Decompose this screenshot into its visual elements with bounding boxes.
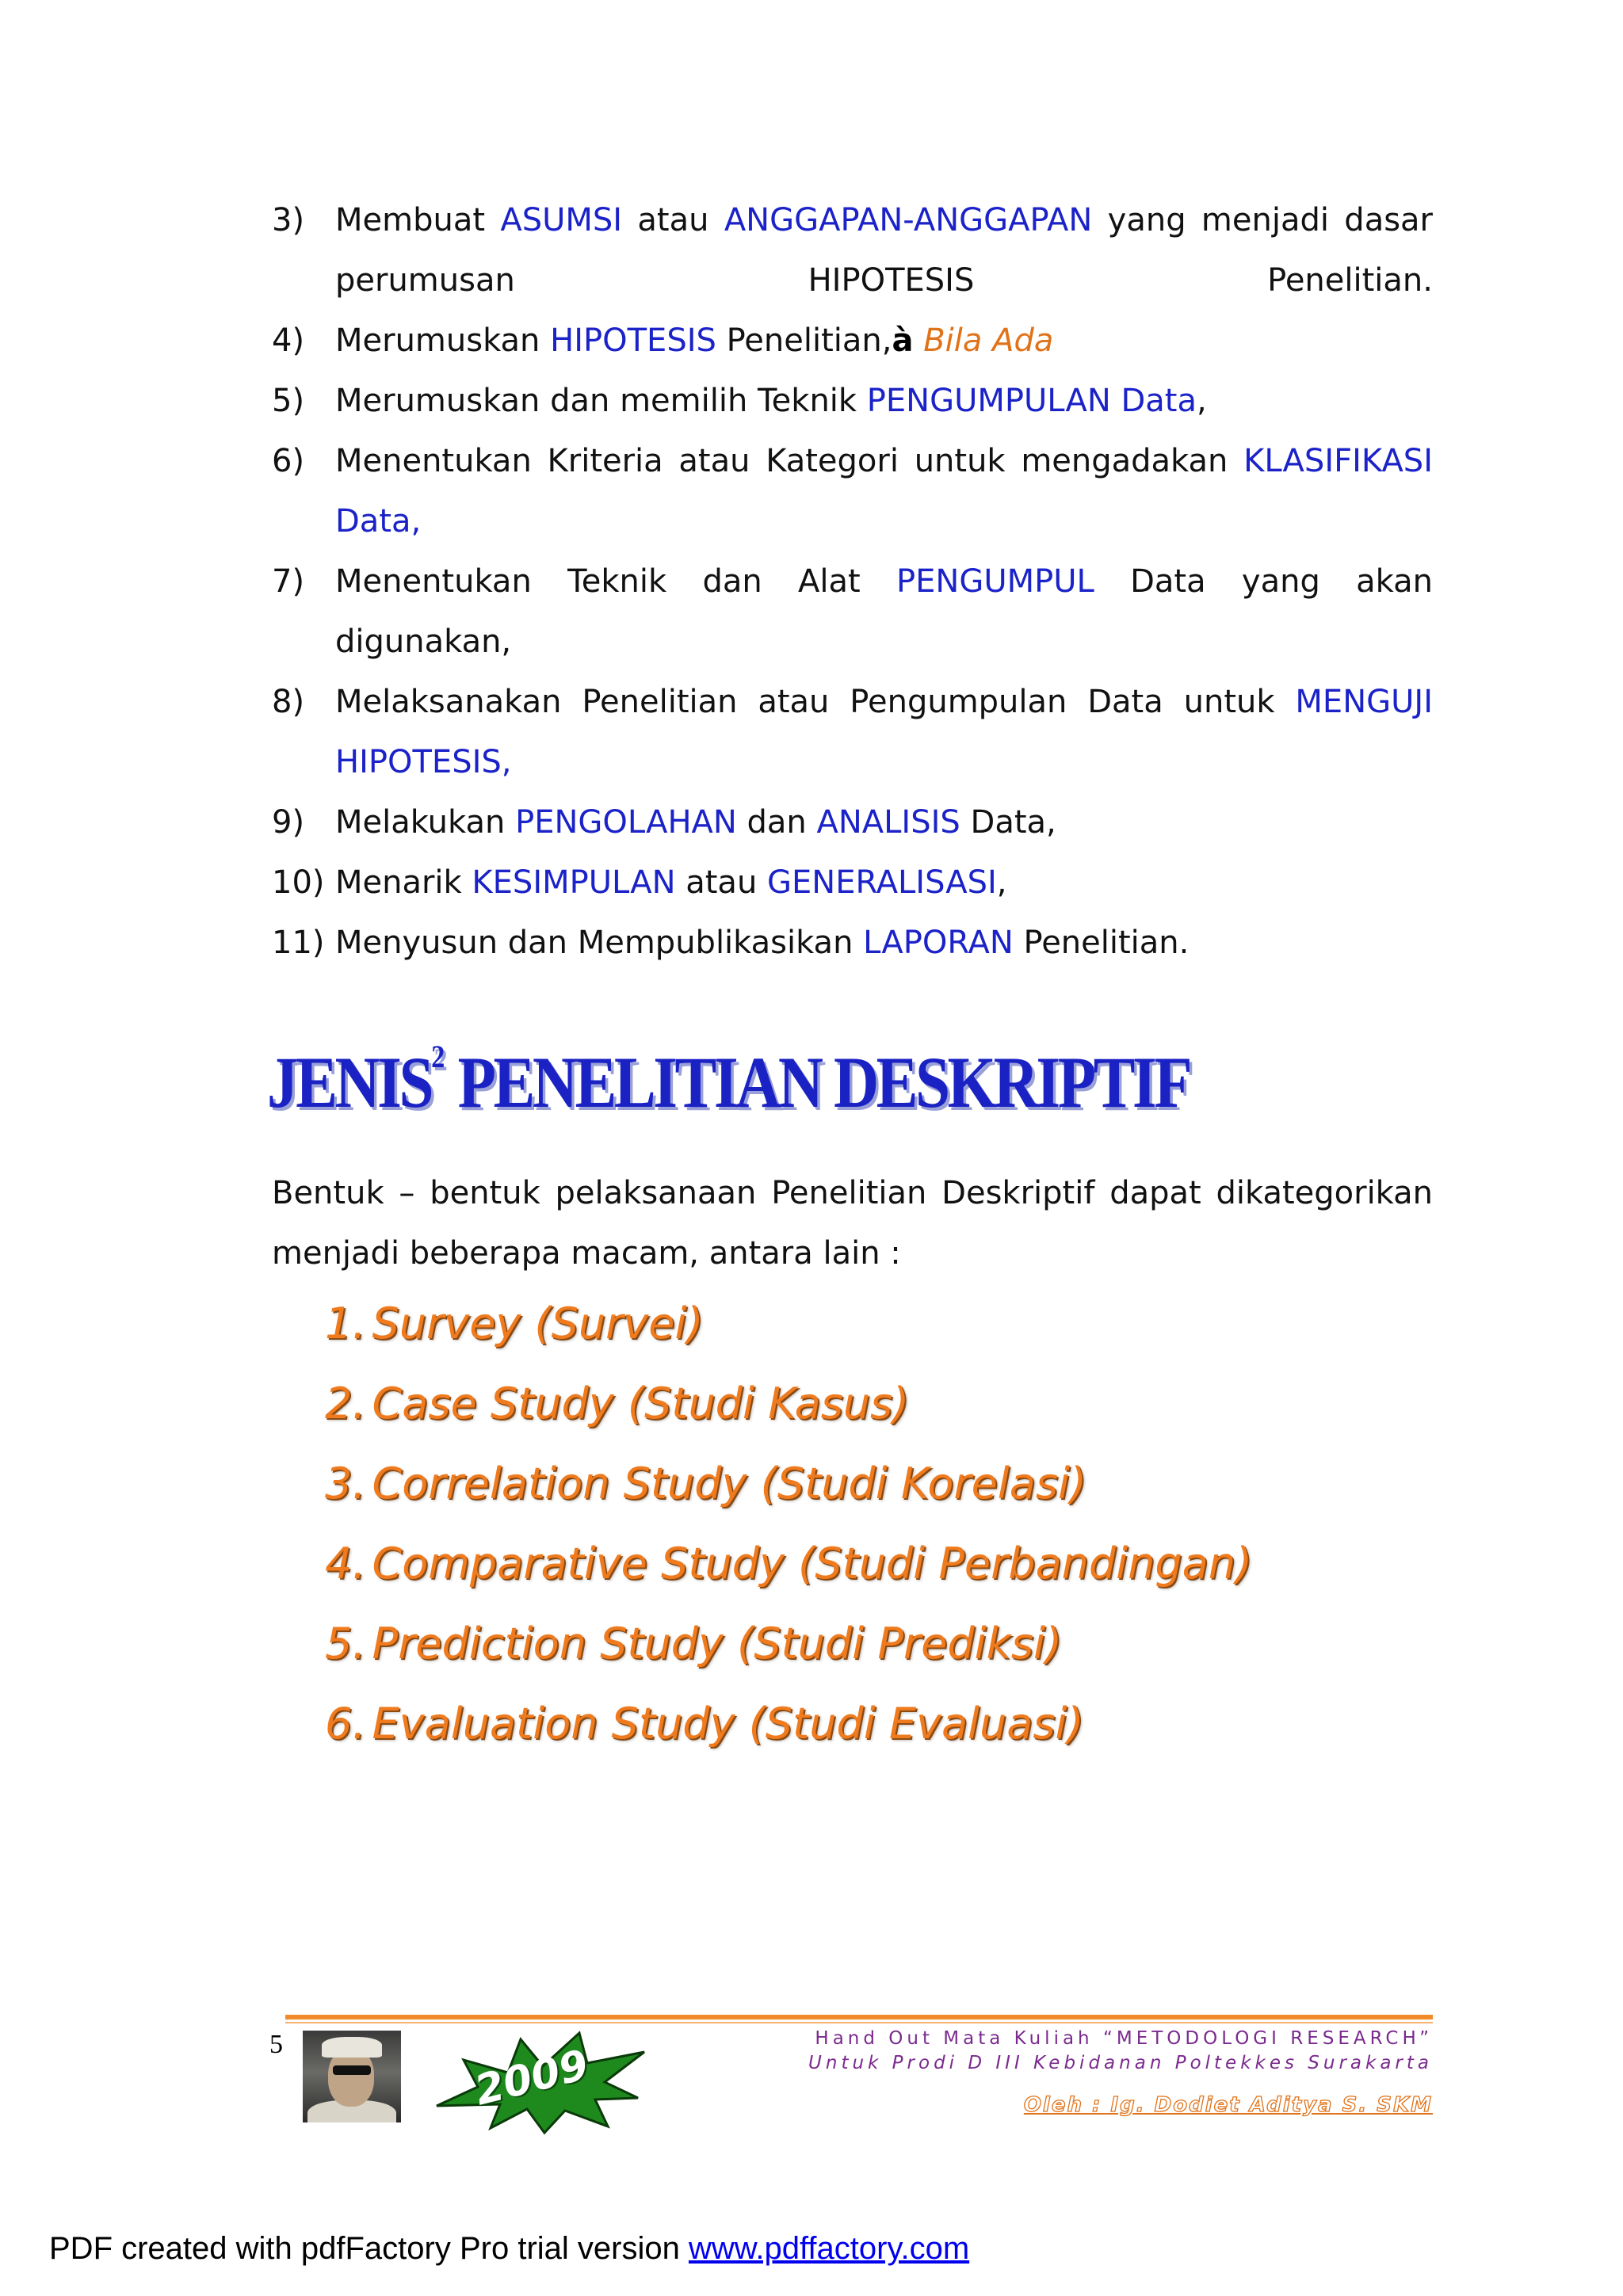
step-keyword: PENGOLAHAN xyxy=(515,804,737,841)
type-number: 1. xyxy=(325,1299,366,1348)
procedure-steps-list xyxy=(272,190,1433,973)
step-note: Bila Ada xyxy=(923,322,1054,359)
type-label: Prediction Study (Studi Prediksi) xyxy=(372,1619,1063,1669)
step-keyword: ANALISIS xyxy=(816,804,960,841)
step-keyword: LAPORAN xyxy=(863,925,1014,961)
type-label: Evaluation Study (Studi Evaluasi) xyxy=(372,1699,1084,1749)
research-type-item xyxy=(325,1684,1252,1764)
step-keyword: PENGUMPUL xyxy=(896,563,1094,600)
step-text: Merumuskan xyxy=(335,322,551,359)
footer-author: Oleh : Ig. Dodiet Aditya S. SKM xyxy=(1023,2093,1433,2117)
footer-course-title: Hand Out Mata Kuliah “METODOLOGI RESEARCH” xyxy=(815,2028,1433,2049)
research-type-item xyxy=(325,1604,1252,1684)
badge-year: 2009 xyxy=(470,2041,594,2115)
pdf-note-text: PDF created with pdfFactory Pro trial version xyxy=(49,2231,689,2266)
step-text: Melaksanakan Penelitian atau Pengumpulan Data untuk xyxy=(335,684,1296,720)
step-text: atau xyxy=(675,864,768,901)
photo-hat xyxy=(322,2037,382,2058)
arrow-glyph: à xyxy=(892,322,914,359)
step-4 xyxy=(272,311,1433,371)
step-text: Merumuskan dan memilih Teknik xyxy=(335,383,867,419)
step-number: 6) xyxy=(272,443,305,479)
footer-program: Untuk Prodi D III Kebidanan Poltekkes Surakarta xyxy=(808,2053,1433,2073)
type-number: 6. xyxy=(325,1699,366,1749)
type-label: Correlation Study (Studi Korelasi) xyxy=(372,1459,1087,1508)
pdf-watermark xyxy=(49,2231,969,2267)
author-photo xyxy=(303,2031,401,2122)
intro-paragraph xyxy=(272,1163,1433,1283)
photo-sunglasses xyxy=(333,2065,371,2075)
type-number: 4. xyxy=(325,1539,366,1589)
type-label: Case Study (Studi Kasus) xyxy=(372,1379,910,1428)
step-text: Menentukan Kriteria atau Kategori untuk mengadakan xyxy=(335,443,1244,479)
step-10 xyxy=(272,852,1433,913)
intro-line: Bentuk – bentuk pelaksanaan Penelitian Deskriptif dapat dikategorikan xyxy=(272,1175,1433,1211)
step-text: Data, xyxy=(960,804,1056,841)
step-number: 4) xyxy=(272,322,305,359)
step-11 xyxy=(272,913,1433,973)
footer-rule-thin xyxy=(285,2022,1433,2023)
step-number: 7) xyxy=(272,563,305,600)
step-8 xyxy=(272,672,1433,792)
step-number: 5) xyxy=(272,383,305,419)
type-number: 3. xyxy=(325,1459,366,1508)
heading-text: PENELITIAN DESKRIPTIF xyxy=(445,1042,1190,1123)
type-label: Survey (Survei) xyxy=(372,1299,704,1348)
footer-rule xyxy=(285,2015,1433,2019)
step-text: , xyxy=(996,864,1007,901)
step-keyword: KLASIFIKASI Data, xyxy=(335,443,1433,540)
step-6 xyxy=(272,431,1433,551)
step-text: Menentukan Teknik dan Alat xyxy=(335,563,896,600)
step-number: 9) xyxy=(272,804,305,841)
page-number: 5 xyxy=(269,2030,283,2059)
step-text: Penelitian, xyxy=(716,322,892,359)
research-type-item xyxy=(325,1444,1252,1524)
heading-text: JENIS xyxy=(267,1042,432,1123)
step-7 xyxy=(272,551,1433,672)
pdffactory-link[interactable]: www.pdffactory.com xyxy=(688,2231,970,2266)
research-types-list xyxy=(325,1283,1252,1764)
step-text: yang menjadi dasar perumusan HIPOTESIS Penelitian. xyxy=(335,202,1433,299)
step-text: Melakukan xyxy=(335,804,516,841)
step-5 xyxy=(272,371,1433,431)
step-keyword: HIPOTESIS xyxy=(550,322,716,359)
step-number: 11) xyxy=(272,925,325,961)
heading-superscript: 2 xyxy=(431,1039,445,1074)
step-text: Data yang akan digunakan, xyxy=(335,563,1433,660)
step-text: Menyusun dan Mempublikasikan xyxy=(335,925,864,961)
step-keyword: ASUMSI xyxy=(500,202,623,238)
step-text: Penelitian. xyxy=(1013,925,1190,961)
type-label: Comparative Study (Studi Perbandingan) xyxy=(372,1539,1253,1589)
research-type-item xyxy=(325,1283,1252,1363)
section-heading xyxy=(267,1038,1190,1124)
type-number: 2. xyxy=(325,1379,366,1428)
step-keyword: KESIMPULAN xyxy=(472,864,676,901)
research-type-item xyxy=(325,1524,1252,1604)
step-keyword: ANGGAPAN-ANGGAPAN xyxy=(724,202,1093,238)
step-number: 10) xyxy=(272,864,325,901)
intro-line: menjadi beberapa macam, antara lain : xyxy=(272,1235,901,1272)
step-text: Menarik xyxy=(335,864,472,901)
step-number: 3) xyxy=(272,202,305,238)
step-3 xyxy=(272,190,1433,311)
step-9 xyxy=(272,792,1433,852)
step-text xyxy=(913,322,923,359)
step-keyword: GENERALISASI xyxy=(767,864,997,901)
type-number: 5. xyxy=(325,1619,366,1669)
step-number: 8) xyxy=(272,684,305,720)
step-text: Membuat xyxy=(335,202,501,238)
step-text: atau xyxy=(622,202,724,238)
step-keyword: PENGUMPULAN Data xyxy=(866,383,1197,419)
research-type-item xyxy=(325,1363,1252,1444)
step-text: dan xyxy=(736,804,817,841)
step-text: , xyxy=(1197,383,1207,419)
step-keyword: MENGUJI HIPOTESIS, xyxy=(335,684,1433,780)
